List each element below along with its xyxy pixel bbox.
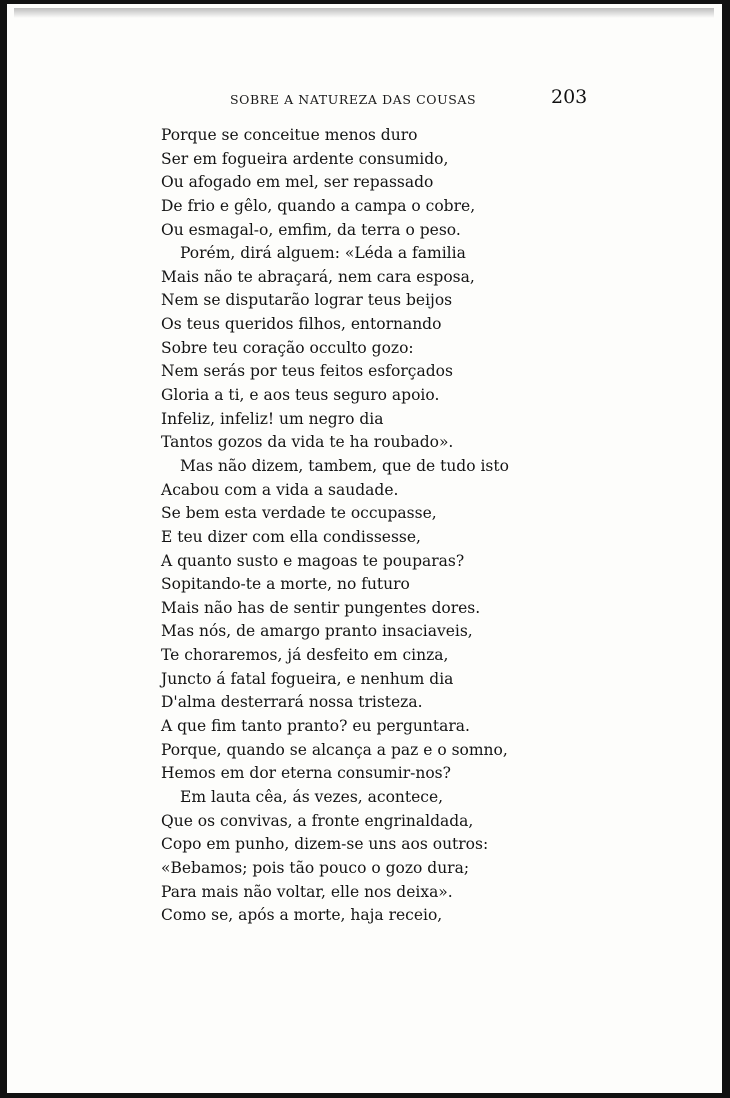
verse-line: Mais não has de sentir pungentes dores. <box>161 598 481 617</box>
poem-text <box>161 124 509 928</box>
verse-line: Mas não dizem, tambem, que de tudo isto <box>180 456 509 475</box>
verse-line: Para mais não voltar, elle nos deixa». <box>161 882 453 901</box>
verse-line: Nem serás por teus feitos esforçados <box>161 362 453 381</box>
verse-line: D'alma desterrará nossa tristeza. <box>161 693 423 712</box>
page-number: 203 <box>551 86 588 108</box>
verse-line: «Bebamos; pois tão pouco o gozo dura; <box>161 858 470 877</box>
verse-line: Hemos em dor eterna consumir-nos? <box>161 764 451 783</box>
verse-line: Juncto á fatal fogueira, e nenhum dia <box>161 669 454 688</box>
verse-line: A quanto susto e magoas te pouparas? <box>161 551 465 570</box>
scan-shadow <box>14 8 714 18</box>
verse-line: E teu dizer com ella condissesse, <box>161 527 421 546</box>
verse-line: Como se, após a morte, haja receio, <box>161 906 443 925</box>
verse-line: Ser em fogueira ardente consumido, <box>161 149 449 168</box>
verse-line: Sopitando-te a morte, no futuro <box>161 575 410 594</box>
verse-line: Tantos gozos da vida te ha roubado». <box>161 433 454 452</box>
running-title: SOBRE A NATUREZA DAS COUSAS <box>230 92 477 107</box>
verse-line: Te choraremos, já desfeito em cinza, <box>161 646 449 665</box>
verse-line: A que fim tanto pranto? eu perguntara. <box>161 717 470 736</box>
verse-line: Mas nós, de amargo pranto insaciaveis, <box>161 622 473 641</box>
verse-line: Porém, dirá alguem: «Léda a familia <box>180 244 466 263</box>
verse-line: Se bem esta verdade te occupasse, <box>161 504 437 523</box>
verse-line: Mais não te abraçará, nem cara esposa, <box>161 267 475 286</box>
verse-line: Porque se conceitue menos duro <box>161 126 418 144</box>
verse-line: Sobre teu coração occulto gozo: <box>161 338 414 357</box>
verse-line: Ou afogado em mel, ser repassado <box>161 173 434 192</box>
verse-line: Em lauta cêa, ás vezes, acontece, <box>180 787 444 806</box>
verse-line: De frio e gêlo, quando a campa o cobre, <box>161 196 476 215</box>
verse-line: Que os convivas, a fronte engrinaldada, <box>161 811 474 830</box>
verse-line: Infeliz, infeliz! um negro dia <box>161 409 384 428</box>
verse-line: Porque, quando se alcança a paz e o somno, <box>161 740 508 759</box>
verse-line: Ou esmagal-o, emfim, da terra o peso. <box>161 220 461 239</box>
verse-line: Acabou com a vida a saudade. <box>161 480 399 499</box>
verse-line: Copo em punho, dizem-se uns aos outros: <box>161 835 489 854</box>
verse-line: Gloria a ti, e aos teus seguro apoio. <box>161 386 440 405</box>
verse-line: Nem se disputarão lograr teus beijos <box>161 291 453 310</box>
verse-line: Os teus queridos filhos, entornando <box>161 315 442 334</box>
